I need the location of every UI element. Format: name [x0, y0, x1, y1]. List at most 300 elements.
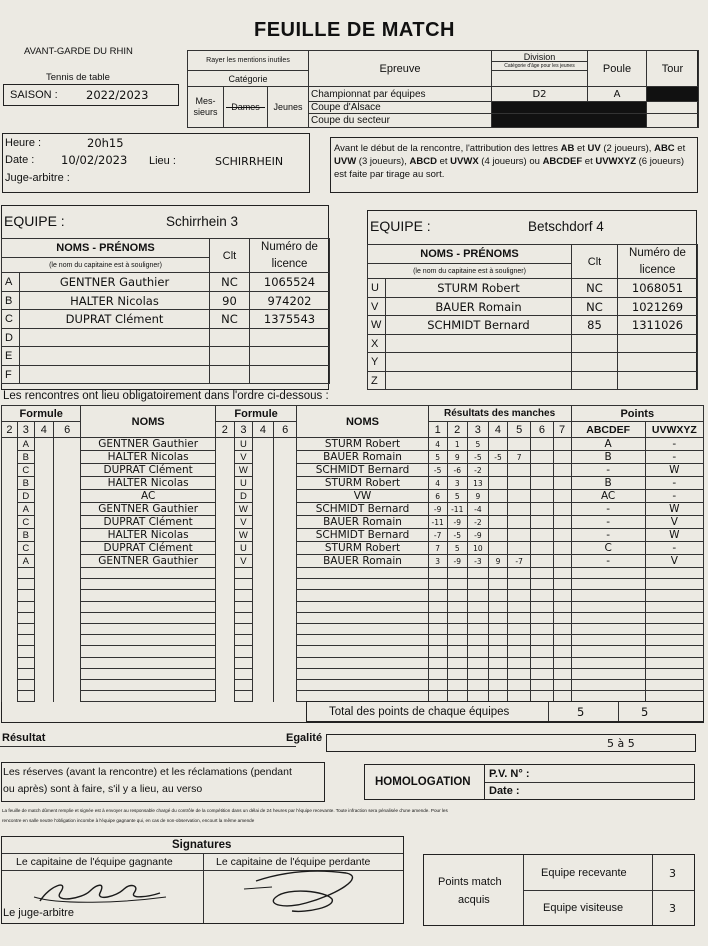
manche-score — [531, 451, 553, 464]
manche-score — [447, 635, 467, 646]
table-row — [2, 612, 704, 623]
formule-right-cell — [274, 477, 297, 490]
team-a-name: Schirrhein 3 — [166, 214, 239, 229]
formule-right-cell — [274, 451, 297, 464]
date-hom-label: Date : — [489, 785, 520, 797]
cat-age-label: Catégorie d'âge pour les jeunes — [504, 62, 575, 69]
formule-left-cell — [34, 612, 53, 623]
formule-right-cell — [274, 691, 297, 702]
player-licence: 1065524 — [250, 273, 330, 292]
player-letter: D — [2, 328, 20, 347]
formule-right-cell — [252, 477, 273, 490]
points-b-cell — [645, 657, 703, 668]
points-a-cell — [571, 623, 645, 634]
manche-score — [467, 657, 488, 668]
manche-score: -7 — [508, 555, 531, 568]
player-letter: V — [368, 297, 386, 316]
formule-right-cell — [252, 542, 273, 555]
right-player-name — [297, 601, 428, 612]
team-a-noms-head: NOMS - PRÉNOMS — [2, 239, 210, 258]
manche-score: 13 — [467, 477, 488, 490]
player-letter: E — [2, 347, 20, 366]
points-a-cell — [571, 568, 645, 579]
formule-left-cell — [53, 555, 81, 568]
homologation-box — [364, 764, 485, 800]
points-b-cell: - — [645, 542, 703, 555]
total-b: 5 — [641, 705, 649, 719]
manche-score — [428, 601, 447, 612]
formule-right-cell — [274, 568, 297, 579]
manche-score: 7 — [508, 451, 531, 464]
right-player-name — [297, 568, 428, 579]
formule-right-cell — [234, 657, 252, 668]
manche-score — [508, 579, 531, 590]
pv-label: P.V. N° : — [489, 768, 530, 780]
formule-left-cell: C — [17, 542, 34, 555]
manche-score — [447, 612, 467, 623]
table-row — [2, 646, 704, 657]
cap-gagnante-label: Le capitaine de l'équipe gagnante — [16, 856, 173, 868]
team-a-box — [1, 205, 329, 390]
dames-cell — [224, 87, 268, 128]
formule-left-cell — [2, 464, 18, 477]
formule-right-cell: U — [234, 438, 252, 451]
tirage-p3: (2 joueurs), — [600, 143, 655, 154]
table-row — [2, 555, 704, 568]
manche-score — [428, 657, 447, 668]
manche-score — [488, 464, 507, 477]
manche-score — [508, 503, 531, 516]
formule-right-col: 3 — [234, 422, 252, 438]
manche-score — [508, 646, 531, 657]
player-clt: NC — [210, 273, 250, 292]
left-player-name — [81, 568, 215, 579]
reserves-line-2: ou après) sont à faire, s'il y a lieu, au verso — [3, 783, 203, 795]
points-abcdef-head: ABCDEF — [571, 422, 645, 438]
table-row — [2, 464, 704, 477]
right-player-name: VW — [297, 490, 428, 503]
formule-right-cell: D — [234, 490, 252, 503]
score-box — [326, 734, 696, 752]
formule-left-cell — [17, 568, 34, 579]
formule-right-cell — [274, 679, 297, 690]
manche-score: 5 — [447, 490, 467, 503]
player-licence: 974202 — [250, 291, 330, 310]
formule-left-cell — [34, 590, 53, 601]
rencontres-intro: Les rencontres ont lieu obligatoirement dans l'ordre ci-dessous : — [3, 390, 329, 402]
manche-score — [531, 612, 553, 623]
formule-right-cell — [274, 516, 297, 529]
reserves-box — [1, 762, 325, 802]
manche-score — [553, 601, 571, 612]
points-a-cell — [571, 601, 645, 612]
left-player-name — [81, 635, 215, 646]
points-a-cell: AC — [571, 490, 645, 503]
manche-score — [553, 490, 571, 503]
manche-score — [508, 529, 531, 542]
player-clt — [572, 353, 618, 372]
formule-right-cell — [274, 612, 297, 623]
manche-score: 5 — [428, 451, 447, 464]
manche-col: 4 — [488, 422, 507, 438]
left-player-name: HALTER Nicolas — [81, 529, 215, 542]
points-a-cell: - — [571, 555, 645, 568]
formule-right-cell — [234, 623, 252, 634]
formule-right-cell — [274, 646, 297, 657]
manche-col: 5 — [508, 422, 531, 438]
player-letter: X — [368, 334, 386, 353]
resultat-line — [0, 746, 296, 747]
left-player-name — [81, 590, 215, 601]
formule-left-cell — [34, 691, 53, 702]
manche-score — [467, 568, 488, 579]
team-b-noms-head: NOMS - PRÉNOMS — [368, 245, 572, 264]
table-row — [2, 490, 704, 503]
right-player-name: STURM Robert — [297, 438, 428, 451]
manche-score: -4 — [467, 503, 488, 516]
recevante-label: Equipe recevante — [541, 867, 627, 879]
tirage-p6: et — [436, 156, 451, 167]
manche-score — [508, 679, 531, 690]
right-player-name: BAUER Romain — [297, 451, 428, 464]
formule-left-cell — [17, 668, 34, 679]
formule-left-cell — [53, 477, 81, 490]
formule-right-cell — [215, 679, 234, 690]
player-clt: NC — [210, 310, 250, 329]
player-letter: C — [2, 310, 20, 329]
formule-left-cell: C — [17, 516, 34, 529]
manche-score — [467, 612, 488, 623]
player-letter: Y — [368, 353, 386, 372]
formule-right-cell — [274, 490, 297, 503]
formule-left-cell: B — [17, 451, 34, 464]
manche-score — [508, 516, 531, 529]
left-player-name: AC — [81, 490, 215, 503]
formule-left-cell — [2, 668, 18, 679]
formule-left-cell — [53, 590, 81, 601]
tirage-p9: (6 joueurs) est faite par tirage au sort. — [334, 156, 685, 180]
player-name: STURM Robert — [386, 279, 572, 298]
manche-score — [488, 657, 507, 668]
formule-left-cell — [34, 579, 53, 590]
cat-age-spacer — [492, 71, 588, 87]
manche-score — [428, 623, 447, 634]
manche-score: -9 — [447, 555, 467, 568]
heure-value: 20h15 — [87, 136, 124, 150]
team-a-table — [1, 238, 330, 384]
formule-left-cell — [34, 490, 53, 503]
formule-left-cell — [2, 568, 18, 579]
table-row — [2, 529, 704, 542]
team-b-name: Betschdorf 4 — [528, 219, 604, 234]
formule-right-cell: U — [234, 542, 252, 555]
points-b-cell: V — [645, 555, 703, 568]
points-a-cell: - — [571, 464, 645, 477]
formule-right-cell: W — [234, 464, 252, 477]
formule-right-cell — [234, 612, 252, 623]
player-licence — [250, 365, 330, 384]
tirage-p7: (4 joueurs) ou — [478, 156, 543, 167]
table-row — [2, 477, 704, 490]
sig-divider-v — [203, 853, 204, 923]
heure-label: Heure : — [5, 137, 42, 149]
fine-print-1: La feuille de match dûment remplie et signée est à envoyer au responsable chargé du contrôle de la compétition dans un délai de 24 heures par l'équipe recevante. Toute infraction sera pénalisée d'une amende. Pour les — [2, 808, 448, 813]
table-row — [2, 679, 704, 690]
formule-left-cell — [17, 623, 34, 634]
left-player-name — [81, 623, 215, 634]
messieurs-cell: Mes- sieurs — [188, 87, 224, 128]
saison-label: SAISON : — [10, 89, 58, 101]
manche-score — [508, 568, 531, 579]
table-row — [2, 579, 704, 590]
formule-left-cell — [53, 679, 81, 690]
division-value: D2 — [492, 87, 588, 101]
formule-right-cell — [215, 477, 234, 490]
division-label: Division — [492, 53, 587, 62]
total-divider-1 — [548, 702, 549, 721]
formule-right-cell — [215, 464, 234, 477]
formule-left-cell — [34, 451, 53, 464]
formule-left-cell — [2, 612, 18, 623]
formule-left-cell — [2, 635, 18, 646]
right-player-name — [297, 612, 428, 623]
points-b-cell — [645, 646, 703, 657]
left-player-name — [81, 679, 215, 690]
formule-right-cell: V — [234, 451, 252, 464]
points-a-cell — [571, 679, 645, 690]
points-a-cell: - — [571, 503, 645, 516]
manche-score: 9 — [447, 451, 467, 464]
formule-right-cell — [252, 590, 273, 601]
manche-score — [488, 542, 507, 555]
cap-perdante-label: Le capitaine de l'équipe perdante — [216, 856, 371, 868]
formule-right-cell — [252, 503, 273, 516]
formule-right-cell — [215, 635, 234, 646]
left-player-name: GENTNER Gauthier — [81, 555, 215, 568]
manche-score: -11 — [428, 516, 447, 529]
manche-score: 4 — [428, 477, 447, 490]
manche-score — [553, 679, 571, 690]
points-b-cell: V — [645, 516, 703, 529]
formule-right-cell: V — [234, 516, 252, 529]
left-player-name: DUPRAT Clément — [81, 464, 215, 477]
right-player-name — [297, 679, 428, 690]
formule-right-col: 4 — [252, 422, 273, 438]
formule-right-cell — [234, 568, 252, 579]
visiteuse-label: Equipe visiteuse — [543, 902, 624, 914]
formule-left-cell — [34, 668, 53, 679]
formule-left-cell — [2, 579, 18, 590]
manche-score — [553, 542, 571, 555]
licence-label-1: Numéro de — [261, 241, 318, 253]
points-b-cell — [645, 668, 703, 679]
player-name — [386, 371, 572, 390]
team-a-label: EQUIPE : — [4, 213, 65, 229]
right-player-name: STURM Robert — [297, 542, 428, 555]
resultat-label: Résultat — [2, 732, 46, 744]
tirage-p2: et — [574, 143, 588, 154]
noms-right-head: NOMS — [297, 406, 428, 438]
tour-blacked — [647, 87, 699, 101]
date-label: Date : — [5, 154, 35, 166]
right-player-name — [297, 657, 428, 668]
formule-left-cell — [2, 451, 18, 464]
points-head: Points — [571, 406, 703, 422]
points-a-cell: B — [571, 477, 645, 490]
formule-right-cell — [252, 657, 273, 668]
manche-score — [531, 646, 553, 657]
left-player-name: HALTER Nicolas — [81, 451, 215, 464]
dames-label: Dames — [231, 102, 260, 113]
left-player-name: GENTNER Gauthier — [81, 438, 215, 451]
tirage-text — [334, 142, 694, 181]
manche-score — [508, 590, 531, 601]
formule-left-cell — [53, 601, 81, 612]
team-b-capitaine-note: (le nom du capitaine est à souligner) — [368, 264, 572, 279]
tirage-p5: (3 joueurs), — [356, 156, 410, 167]
formule-left-cell — [53, 668, 81, 679]
formule-right-cell — [215, 579, 234, 590]
formule-right-cell — [252, 601, 273, 612]
formule-right-cell — [252, 646, 273, 657]
table-row — [2, 590, 704, 601]
player-clt — [572, 334, 618, 353]
page-title: FEUILLE DE MATCH — [254, 19, 455, 41]
formule-left-cell — [34, 601, 53, 612]
formule-left-cell — [17, 691, 34, 702]
formule-left-col: 3 — [17, 422, 34, 438]
formule-right-cell — [274, 623, 297, 634]
formule-right-cell — [274, 590, 297, 601]
categorie-head: Catégorie — [188, 71, 309, 87]
table-row — [2, 542, 704, 555]
manche-score — [447, 646, 467, 657]
right-player-name: SCHMIDT Bernard — [297, 503, 428, 516]
points-a-cell: C — [571, 542, 645, 555]
left-player-name: DUPRAT Clément — [81, 542, 215, 555]
player-licence — [250, 347, 330, 366]
formule-right-cell — [252, 451, 273, 464]
formule-left-cell — [17, 601, 34, 612]
manche-score — [531, 529, 553, 542]
manche-score — [553, 555, 571, 568]
formule-right-cell — [215, 516, 234, 529]
manche-score — [488, 590, 507, 601]
player-clt: NC — [572, 297, 618, 316]
formule-left-cell — [34, 555, 53, 568]
signatures-box — [1, 836, 404, 924]
points-a-cell: A — [571, 438, 645, 451]
points-b-cell: - — [645, 490, 703, 503]
formule-right-cell — [252, 635, 273, 646]
points-b-cell: - — [645, 438, 703, 451]
player-name: SCHMIDT Bernard — [386, 316, 572, 335]
points-a-cell — [571, 612, 645, 623]
formule-left-cell — [2, 555, 18, 568]
formule-left-cell — [34, 646, 53, 657]
manche-score — [531, 657, 553, 668]
manche-score — [553, 568, 571, 579]
manche-score — [428, 679, 447, 690]
points-b-cell — [645, 590, 703, 601]
formule-left-cell — [53, 464, 81, 477]
manche-score — [447, 668, 467, 679]
table-row — [2, 635, 704, 646]
formule-left-cell: A — [17, 503, 34, 516]
left-player-name: GENTNER Gauthier — [81, 503, 215, 516]
formule-right-cell — [274, 529, 297, 542]
left-player-name — [81, 601, 215, 612]
team-b-clt-head: Clt — [572, 245, 618, 279]
right-player-name — [297, 623, 428, 634]
player-licence: 1021269 — [618, 297, 698, 316]
player-clt — [210, 365, 250, 384]
manche-score — [531, 503, 553, 516]
right-player-name: STURM Robert — [297, 477, 428, 490]
manche-score — [531, 568, 553, 579]
manche-score — [467, 646, 488, 657]
player-letter: Z — [368, 371, 386, 390]
manche-score — [553, 529, 571, 542]
sport-name: Tennis de table — [46, 72, 110, 83]
manche-score — [508, 477, 531, 490]
formule-right-cell — [215, 612, 234, 623]
points-b-cell: W — [645, 464, 703, 477]
formule-right-cell: U — [234, 477, 252, 490]
player-name: GENTNER Gauthier — [20, 273, 210, 292]
table-row — [2, 438, 704, 451]
points-a-cell: - — [571, 516, 645, 529]
manche-score — [428, 579, 447, 590]
formule-right-cell — [234, 590, 252, 601]
coupe-alsace-blacked — [492, 101, 647, 113]
manche-score — [553, 464, 571, 477]
player-name: DUPRAT Clément — [20, 310, 210, 329]
manche-score: 3 — [447, 477, 467, 490]
table-row — [2, 503, 704, 516]
left-player-name: HALTER Nicolas — [81, 477, 215, 490]
team-b-box — [367, 210, 697, 390]
table-row — [2, 657, 704, 668]
formule-right-cell — [252, 464, 273, 477]
formule-right-cell — [215, 490, 234, 503]
manche-score — [447, 679, 467, 690]
manche-score — [447, 590, 467, 601]
formule-right-cell — [234, 691, 252, 702]
manche-score: -5 — [488, 451, 507, 464]
reserves-line-1: Les réserves (avant la rencontre) et les réclamations (pendant — [3, 766, 292, 778]
poule-value: A — [588, 87, 647, 101]
manche-score — [531, 438, 553, 451]
points-b-cell: - — [645, 477, 703, 490]
formule-left-cell — [34, 542, 53, 555]
formule-left-cell — [53, 579, 81, 590]
manche-score — [428, 635, 447, 646]
formule-left-cell — [53, 612, 81, 623]
formule-right-cell — [215, 451, 234, 464]
manche-score — [531, 601, 553, 612]
tirage-box — [330, 137, 698, 193]
manche-score — [488, 601, 507, 612]
manche-col: 6 — [531, 422, 553, 438]
formule-left-cell — [2, 542, 18, 555]
formule-left-cell: B — [17, 477, 34, 490]
left-player-name — [81, 691, 215, 702]
manche-score — [508, 438, 531, 451]
epreuve-head: Epreuve — [309, 51, 492, 87]
formule-right-cell — [215, 438, 234, 451]
formule-left-cell — [34, 657, 53, 668]
